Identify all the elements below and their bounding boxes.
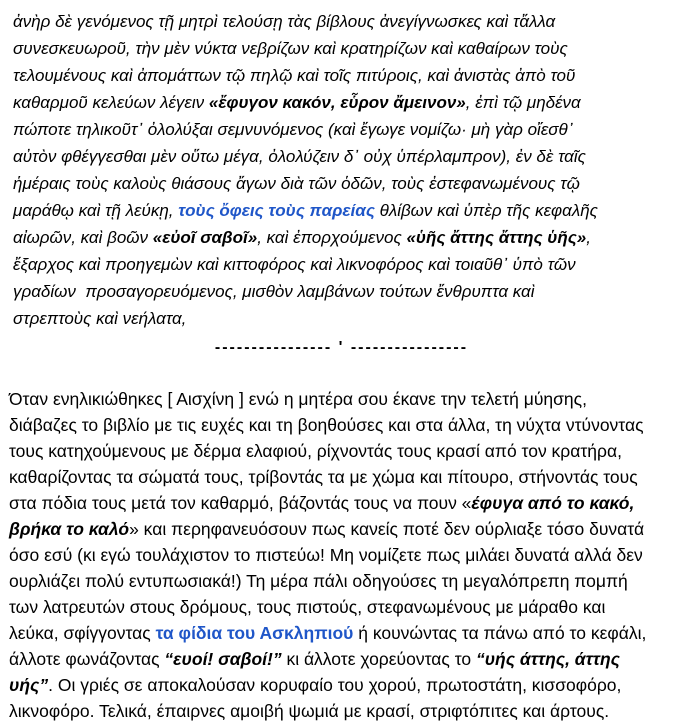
text-run-bold-italic: “υής άττης, άττης — [475, 649, 620, 669]
text-run-bold: «ὑῆς ἄττης ἄττης ὑῆς» — [406, 228, 587, 247]
text-run: , ἐπὶ τῷ μηδένα — [465, 93, 581, 112]
text-run: αἰωρῶν, καὶ βοῶν — [13, 228, 153, 247]
text-run-bold-blue: τοὺς ὄφεις τοὺς παρείας — [178, 201, 375, 220]
text-run: πώποτε τηλικοῦτ᾽ ὀλολύξαι σεμνυνόμενος (καὶ ἔγωγε νομίζω· μὴ γὰρ οἴεσθ᾽ — [13, 120, 574, 139]
text-line — [9, 620, 683, 646]
text-run: στα πόδια τους μετά τον καθαρμό, βάζοντάς τους να πουν « — [9, 493, 472, 513]
text-run-bold-italic: έφυγα από το κακό, — [471, 493, 635, 513]
text-run: θλίβων καὶ ὑπὲρ τῆς κεφαλῆς — [374, 201, 598, 220]
text-run: ουρλιάζει πολύ εντυπωσιακά!) Τη μέρα πάλι οδηγούσες τη μεγαλόπρεπη πομπή — [9, 571, 628, 591]
text-run: , καὶ ἐπορχούμενος — [257, 228, 407, 247]
text-line — [9, 386, 683, 412]
text-line — [9, 516, 683, 542]
text-run-bold-blue: τα φίδια του Ασκληπιού — [155, 623, 354, 643]
text-run: λεύκα, σφίγγοντας — [9, 623, 156, 643]
text-line — [13, 89, 683, 116]
text-run: γραδίων προσαγορευόμενος, μισθὸν λαμβάνων τούτων ἔνθρυπτα καὶ — [13, 282, 535, 301]
text-run: τους κατηχούμενους με δέρμα ελαφιού, ρίχνοντάς τους κρασί από τον κρατήρα, — [9, 441, 622, 461]
ancient-greek-paragraph — [0, 0, 683, 332]
text-line — [13, 278, 683, 305]
text-run-bold-italic: υής” — [9, 675, 49, 695]
text-run: τελουμένους καὶ ἀπομάττων τῷ πηλῷ καὶ τοῖς πιτύροις, καὶ ἀνιστὰς ἀπὸ τοῦ — [13, 66, 576, 85]
modern-greek-translation-paragraph — [0, 361, 683, 724]
text-line — [13, 305, 683, 332]
text-line — [9, 438, 683, 464]
text-line — [9, 412, 683, 438]
text-run-bold-italic: βρήκα το καλό — [9, 519, 130, 539]
text-run: ἀνὴρ δὲ γενόμενος τῇ μητρὶ τελούσῃ τὰς βίβλους ἀνεγίγνωσκες καὶ τἄλλα — [13, 12, 556, 31]
text-line — [9, 464, 683, 490]
text-run: , — [586, 228, 591, 247]
text-line — [13, 35, 683, 62]
text-run: ἡμέραις τοὺς καλοὺς θιάσους ἄγων διὰ τῶν ὁδῶν, τοὺς ἐστεφανωμένους τῷ — [13, 174, 580, 193]
text-run: συνεσκευωροῦ, τὴν μὲν νύκτα νεβρίζων καὶ κρατηρίζων καὶ καθαίρων τοὺς — [13, 39, 568, 58]
text-run-bold: «ἔφυγον κακόν, εὗρον ἄμεινον» — [208, 93, 466, 112]
text-line — [9, 698, 683, 724]
text-run: καθαρμοῦ κελεύων λέγειν — [13, 93, 209, 112]
text-run-bold-italic: “ευοί! σαβοί!” — [164, 649, 282, 669]
text-line — [9, 568, 683, 594]
text-line — [9, 542, 683, 568]
text-run: καθαρίζοντας τα σώματά τους, τρίβοντάς τα με χώμα και πίτουρο, στήνοντάς τους — [9, 467, 638, 487]
text-run: στρεπτοὺς καὶ νεήλατα, — [13, 309, 187, 328]
text-run: » και περηφανευόσουν πως κανείς ποτέ δεν ούρλιαξε τόσο δυνατά — [129, 519, 645, 539]
text-run: μαράθῳ καὶ τῇ λεύκῃ, — [13, 201, 179, 220]
text-line — [13, 170, 683, 197]
section-divider: ---------------- ' ---------------- — [214, 339, 469, 356]
text-line — [13, 143, 683, 170]
text-line — [9, 594, 683, 620]
text-line — [13, 8, 683, 35]
text-line — [13, 251, 683, 278]
text-run: λικνοφόρο. Τελικά, έπαιρνες αμοιβή ψωμιά με κρασί, στριφτόπιτες και άρτους. — [9, 701, 610, 721]
text-run: διάβαζες το βιβλίο με τις ευχές και τη βοηθούσες και στα άλλα, τη νύχτα ντύνοντας — [9, 415, 644, 435]
text-run: αὐτὸν φθέγγεσθαι μὲν οὕτω μέγα, ὀλολύζειν δ᾽ οὐχ ὑπέρλαμπρον), ἐν δὲ ταῖς — [13, 147, 586, 166]
text-line — [9, 672, 683, 698]
text-run: ή κουνώντας τα πάνω από το κεφάλι, — [353, 623, 647, 643]
text-line — [13, 62, 683, 89]
text-run: ἔξαρχος καὶ προηγεμὼν καὶ κιττοφόρος καὶ λικνοφόρος καὶ τοιαῦθ᾽ ὑπὸ τῶν — [13, 255, 576, 274]
text-run-bold: «εὐοῖ σαβοῖ» — [152, 228, 258, 247]
text-line — [13, 116, 683, 143]
text-line — [13, 197, 683, 224]
text-line — [9, 646, 683, 672]
text-run: κι άλλοτε χορεύοντας το — [281, 649, 476, 669]
text-run: όσο εσύ (κι εγώ τουλάχιστον το πιστεύω! Μη νομίζετε πως μιλάει δυνατά αλλά δεν — [9, 545, 643, 565]
text-line — [13, 224, 683, 251]
text-run: των λατρευτών στους δρόμους, τους πιστούς, στεφανωμένους με μάραθο και — [9, 597, 606, 617]
text-run: άλλοτε φωνάζοντας — [9, 649, 165, 669]
text-run: Όταν ενηλικιώθηκες [ Αισχίνη ] ενώ η μητέρα σου έκανε την τελετή μύησης, — [9, 389, 587, 409]
text-line — [9, 490, 683, 516]
text-run: . Οι γριές σε αποκαλούσαν κορυφαίο του χορού, πρωτοστάτη, κισσοφόρο, — [48, 675, 622, 695]
